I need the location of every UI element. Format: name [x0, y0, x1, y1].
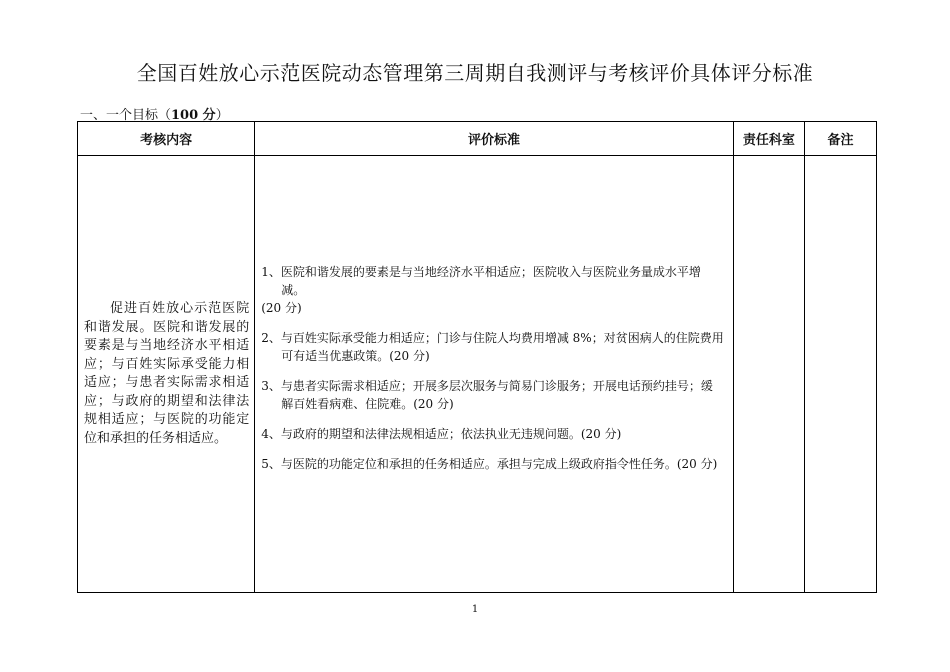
criteria-item-text: 5、与医院的功能定位和承担的任务相适应。承担与完成上级政府指令性任务。(20 分): [261, 457, 718, 471]
responsible-dept-cell: [733, 156, 804, 593]
criteria-item-text: 2、与百姓实际承受能力相适应；门诊与住院人均费用增减 8%；对贫困病人的住院费用可有适当优惠政策。(20 分): [261, 331, 724, 363]
table-row: [78, 156, 877, 593]
section-score: 100 分: [171, 108, 216, 123]
page-number: 1: [471, 604, 479, 615]
criteria-item-score: (20 分): [261, 301, 302, 315]
criteria-item-text: 4、与政府的期望和法律法规相适应；依法执业无违规问题。(20 分): [261, 427, 622, 441]
criteria-item: [261, 329, 725, 365]
criteria-item-text: 3、与患者实际需求相适应；开展多层次服务与简易门诊服务；开展电话预约挂号；缓解百姓看病难、住院难。(20 分): [261, 379, 713, 411]
page-title: 全国百姓放心示范医院动态管理第三周期自我测评与考核评价具体评分标准: [136, 61, 814, 85]
evaluation-criteria-cell: [255, 156, 734, 593]
criteria-item-text: 1、医院和谐发展的要素是与当地经济水平相适应；医院收入与医院业务量成水平增减。: [261, 265, 701, 297]
scoring-table: [77, 121, 877, 593]
criteria-item: [261, 377, 725, 413]
criteria-item: [261, 455, 725, 473]
assessment-content-cell: [78, 156, 255, 593]
header-evaluation-criteria: 评价标准: [255, 122, 734, 156]
criteria-list: [255, 263, 733, 473]
section-prefix: 一、一个目标（: [80, 108, 172, 123]
header-responsible-dept: 责任科室: [733, 122, 804, 156]
section-suffix: ）: [215, 108, 229, 123]
table-header-row: [78, 122, 877, 156]
remarks-cell: [804, 156, 876, 593]
criteria-item: [261, 425, 725, 443]
assessment-content-text: 促进百姓放心示范医院和谐发展。医院和谐发展的要素是与当地经济水平相适应；与百姓实际承受能力相适应；与患者实际需求相适应；与政府的期望和法律法规相适应；与医院的功能定位和承担的任务相适应。: [84, 301, 250, 446]
criteria-item: [261, 263, 725, 317]
header-remarks: 备注: [804, 122, 876, 156]
header-assessment-content: 考核内容: [78, 122, 255, 156]
